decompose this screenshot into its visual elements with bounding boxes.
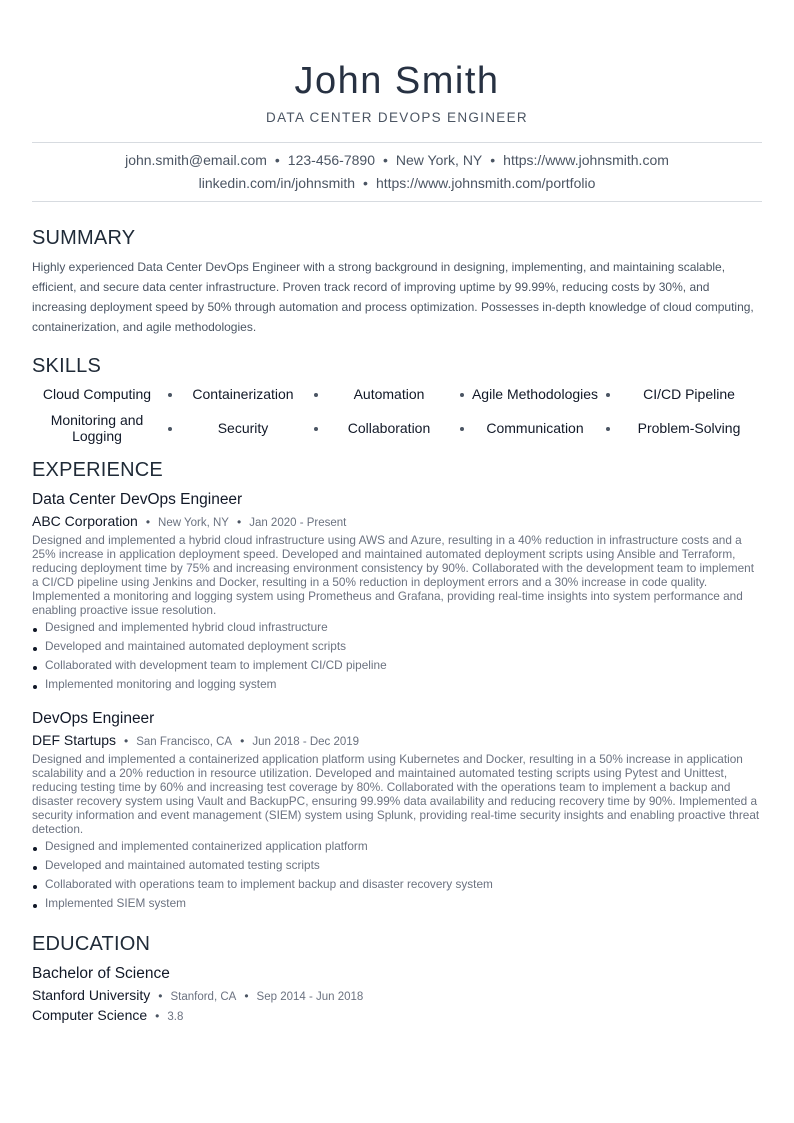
list-item: Collaborated with development team to implement CI/CD pipeline (32, 656, 762, 675)
separator-dot: • (382, 152, 388, 168)
skill-item: Communication (486, 420, 584, 436)
list-item: Collaborated with operations team to implement backup and disaster recovery system (32, 875, 762, 894)
job-1-dates: Jan 2020 - Present (249, 517, 347, 529)
skills-heading: SKILLS (32, 355, 102, 377)
education-dates: Sep 2014 - Jun 2018 (256, 991, 364, 1003)
job-2-company: DEF Startups (32, 732, 117, 748)
list-item: Designed and implemented containerized application platform (32, 837, 762, 856)
separator-dot: • (236, 515, 242, 529)
skill-separator-dot (460, 427, 464, 431)
skill-separator-dot (168, 427, 172, 431)
separator-dot: • (244, 989, 249, 1003)
separator-dot: • (274, 152, 280, 168)
skills-grid (32, 384, 762, 448)
job-2-dates: Jun 2018 - Dec 2019 (252, 736, 360, 748)
separator-dot: • (490, 152, 496, 168)
experience-heading: EXPERIENCE (32, 459, 163, 481)
separator-dot: • (124, 734, 129, 748)
skill-item: Problem-Solving (637, 420, 741, 436)
job-2-description: Designed and implemented a containerized application platform using Kubernetes and Docker, resulting in a 50% increase in application scalability and a 20% reduction in resource utilization. Developed and maintained automated testing scripts using Pytest and Unittest, reducing testing time by 60% and increasing test coverage by 80%. Collaborated with the operations team to implement a backup and disaster recovery system using Vault and BackupPC, ensuring 99.99% data availability and reducing recovery time by 90%. Implemented a security information and event management (SIEM) system using Splunk, providing real-time security insights and enabling proactive threat detection. (32, 752, 760, 836)
skill-item: Cloud Computing (42, 386, 152, 402)
divider-top (32, 142, 762, 143)
separator-dot: • (155, 1009, 160, 1023)
skill-separator-dot (314, 427, 318, 431)
field-of-study: Computer Science (32, 1007, 148, 1023)
skill-separator-dot (314, 393, 318, 397)
separator-dot: • (240, 734, 245, 748)
summary-heading: SUMMARY (32, 227, 136, 249)
skill-separator-dot (460, 393, 464, 397)
phone-number: 123-456-7890 (287, 152, 375, 168)
list-item: Developed and maintained automated testing scripts (32, 856, 762, 875)
skill-item: Agile Methodologies (471, 386, 599, 402)
portfolio-link[interactable]: https://www.johnsmith.com/portfolio (375, 175, 596, 191)
skill-item: CI/CD Pipeline (643, 386, 735, 402)
list-item: Designed and implemented hybrid cloud infrastructure (32, 618, 762, 637)
education-meta (32, 987, 363, 1005)
separator-dot: • (145, 515, 151, 529)
location: New York, NY (395, 152, 483, 168)
linkedin-link[interactable]: linkedin.com/in/johnsmith (198, 175, 356, 191)
skill-item: Automation (353, 386, 425, 402)
job-2-meta (32, 732, 359, 750)
job-1-meta (32, 513, 346, 531)
job-1-company: ABC Corporation (32, 513, 138, 529)
skill-item: Security (217, 420, 269, 436)
job-2-bullets (32, 837, 762, 913)
job-1-bullets (32, 618, 762, 694)
school: Stanford University (32, 987, 151, 1003)
school-location: Stanford, CA (170, 991, 237, 1003)
skill-item: Collaboration (347, 420, 431, 436)
contact-line-1 (0, 152, 794, 168)
list-item: Developed and maintained automated deployment scripts (32, 637, 762, 656)
education-heading: EDUCATION (32, 933, 151, 955)
skill-separator-dot (168, 393, 172, 397)
job-2-location: San Francisco, CA (136, 736, 233, 748)
skills-row-2 (32, 412, 762, 448)
education-field-row (32, 1007, 183, 1025)
separator-dot: • (158, 989, 163, 1003)
list-item: Implemented SIEM system (32, 894, 762, 913)
list-item: Implemented monitoring and logging system (32, 675, 762, 694)
skill-separator-dot (606, 393, 610, 397)
job-1-location: New York, NY (158, 517, 229, 529)
job-1-description: Designed and implemented a hybrid cloud infrastructure using AWS and Azure, resulting in a 40% reduction in infrastructure costs and a 25% increase in application deployment speed. Developed and maintained automated deployment scripts using Ansible and Terraform, reducing deployment time by 75% and increasing environment consistency by 90%. Collaborated with the development team to implement a CI/CD pipeline using Jenkins and Docker, resulting in a 50% reduction in deployment errors and a 30% increase in code quality. Implemented a monitoring and logging system using Prometheus and Grafana, providing real-time insights into system performance and enabling proactive issue resolution. (32, 533, 754, 617)
job-2-title: DevOps Engineer (32, 710, 155, 727)
skills-row-1 (32, 384, 762, 412)
separator-dot: • (363, 175, 368, 191)
website-link[interactable]: https://www.johnsmith.com (503, 152, 669, 168)
email-link[interactable]: john.smith@email.com (125, 152, 267, 168)
degree: Bachelor of Science (32, 965, 170, 982)
skill-item: Containerization (192, 386, 294, 402)
gpa: 3.8 (167, 1011, 184, 1023)
candidate-name: John Smith (294, 60, 500, 102)
divider-bottom (32, 201, 762, 202)
contact-line-2 (0, 175, 794, 191)
job-1-title: Data Center DevOps Engineer (32, 491, 243, 508)
summary-text: Highly experienced Data Center DevOps Engineer with a strong background in designing, implementing, and maintaining scalable, efficient, and secure data center infrastructure. Proven track record of improving uptime by 99.99%, reducing costs by 30%, and increasing deployment speed by 50% through automation and process optimization. Possesses in-depth knowledge of cloud computing, containerization, and agile methodologies. (32, 260, 754, 334)
skill-item: Monitoring and Logging (50, 412, 144, 444)
skill-separator-dot (606, 427, 610, 431)
job-title-heading: DATA CENTER DEVOPS ENGINEER (266, 110, 528, 125)
